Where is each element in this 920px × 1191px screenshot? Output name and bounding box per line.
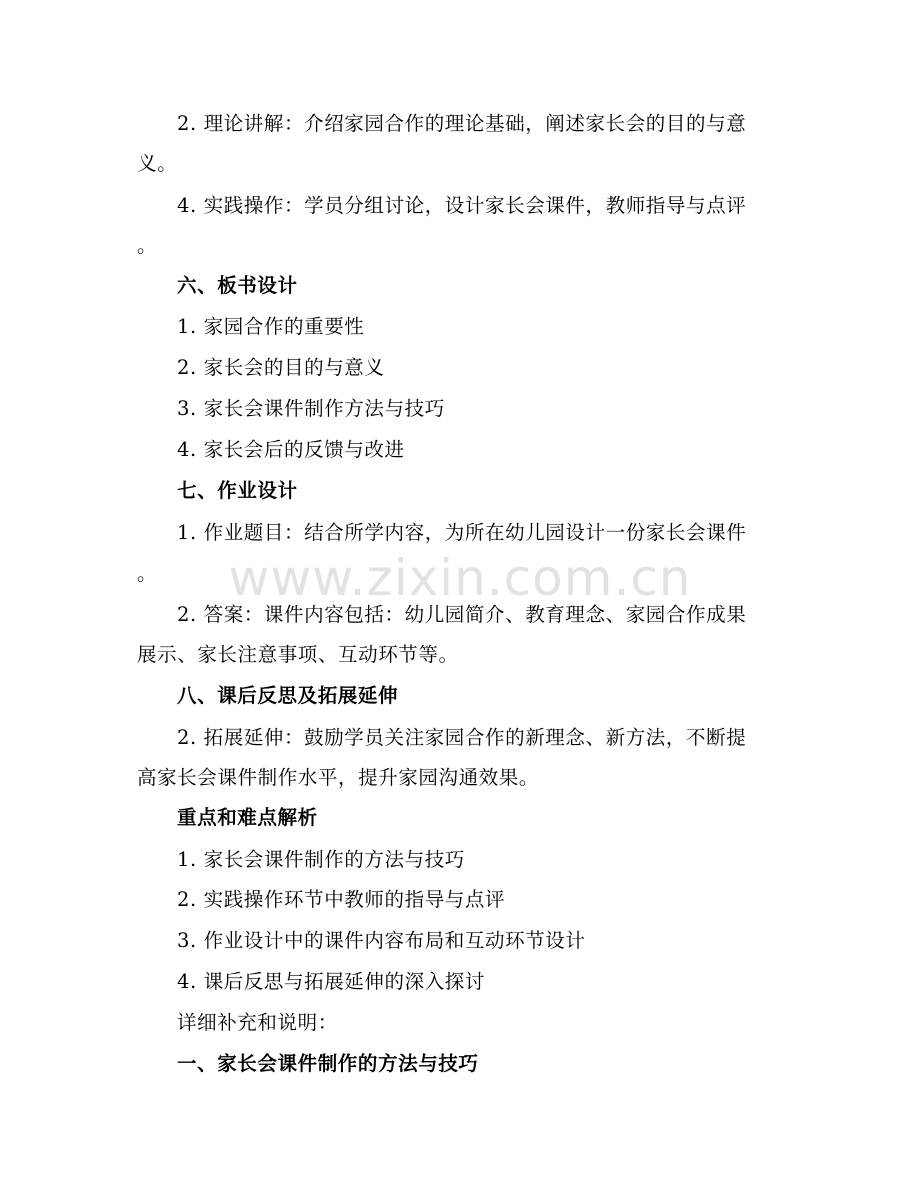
heading-key-points: 重点和难点解析 bbox=[177, 806, 318, 829]
paragraph-answer-line2: 展示、家长注意事项、互动环节等。 bbox=[137, 643, 459, 666]
list-item: 4. 课后反思与拓展延伸的深入探讨 bbox=[177, 970, 486, 993]
list-item: 4. 家长会后的反馈与改进 bbox=[177, 438, 405, 461]
paragraph-practice-line1: 4. 实践操作：学员分组讨论，设计家长会课件，教师指导与点评 bbox=[177, 194, 747, 217]
list-item: 3. 家长会课件制作方法与技巧 bbox=[177, 397, 445, 420]
paragraph-theory-line1: 2. 理论讲解：介绍家园合作的理论基础，阐述家长会的目的与意 bbox=[177, 112, 747, 135]
paragraph-practice-line2: 。 bbox=[137, 234, 158, 257]
list-item: 2. 家长会的目的与意义 bbox=[177, 356, 385, 379]
heading-homework-design: 七、作业设计 bbox=[177, 479, 298, 502]
list-item: 3. 作业设计中的课件内容布局和互动环节设计 bbox=[177, 929, 586, 952]
watermark: www.zixin.com.cn bbox=[228, 549, 692, 607]
heading-board-design: 六、板书设计 bbox=[177, 274, 298, 297]
paragraph-answer-line1: 2. 答案：课件内容包括：幼儿园简介、教育理念、家园合作成果 bbox=[177, 603, 747, 626]
paragraph-homework-line2: 。 bbox=[137, 562, 158, 585]
list-item: 1. 家长会课件制作的方法与技巧 bbox=[177, 848, 465, 871]
paragraph-extension-line1: 2. 拓展延伸：鼓励学员关注家园合作的新理念、新方法，不断提 bbox=[177, 726, 747, 749]
paragraph-supplement: 详细补充和说明： bbox=[177, 1011, 338, 1034]
heading-reflection: 八、课后反思及拓展延伸 bbox=[177, 684, 399, 707]
list-item: 1. 家园合作的重要性 bbox=[177, 315, 365, 338]
paragraph-extension-line2: 高家长会课件制作水平，提升家园沟通效果。 bbox=[137, 766, 540, 789]
paragraph-theory-line2: 义。 bbox=[137, 152, 178, 175]
heading-section-one: 一、家长会课件制作的方法与技巧 bbox=[177, 1052, 479, 1075]
paragraph-homework-line1: 1. 作业题目：结合所学内容，为所在幼儿园设计一份家长会课件 bbox=[177, 521, 747, 544]
list-item: 2. 实践操作环节中教师的指导与点评 bbox=[177, 888, 506, 911]
